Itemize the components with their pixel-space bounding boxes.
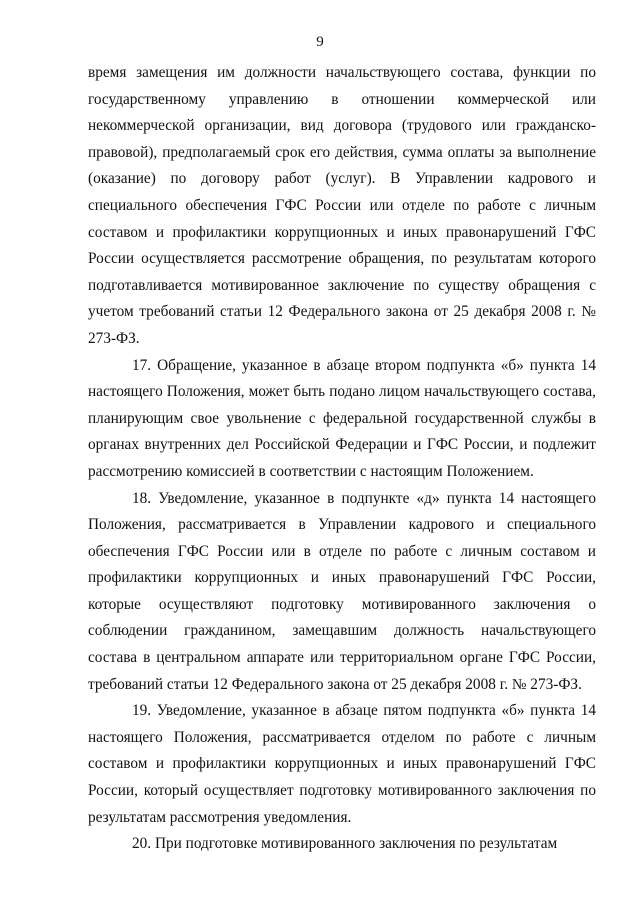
paragraph-18: 18. Уведомление, указанное в подпункте «д» пункта 14 настоящего Положения, рассматривается в Управлении кадрового и специального обеспечения ГФС России или в отделе по работе с личным составом и профилактики коррупционных и иных правонарушений ГФС России, которые осуществляют подготовку мотивированного заключения о соблюдении гражданином, замещавшим должность начальствующего состава в центральном аппарате или территориальном органе ГФС России, требований статьи 12 Федерального закона от 25 декабря 2008 г. № 273-ФЗ. [88, 489, 596, 693]
paragraph-20: 20. При подготовке мотивированного заключения по результатам [132, 835, 558, 853]
paragraph-continuation: время замещения им должности начальствующего состава, функции по государственному управлению в отношении коммерческой или некоммерческой организации, вид договора (трудового или гражданско-правовой), предполагаемый срок его действия, сумма оплаты за выполнение (оказание) по договору работ (услуг). В Управлении кадрового и специального обеспечения ГФС России или отделе по работе с личным составом и профилактики коррупционных и иных правонарушений ГФС России осуществляется рассмотрение обращения, по результатам которого подготавливается мотивированное заключение по существу обращения с учетом требований статьи 12 Федерального закона от 25 декабря 2008 г. № 273-ФЗ. [88, 64, 596, 347]
page-number: 9 [316, 34, 324, 50]
document-body [88, 60, 596, 858]
paragraph-17: 17. Обращение, указанное в абзаце втором подпункта «б» пункта 14 настоящего Положения, может быть подано лицом начальствующего состава, планирующим свое увольнение с федеральной государственной службы в органах внутренних дел Российской Федерации и ГФС России, и подлежит рассмотрению комиссией в соответствии с настоящим Положением. [88, 356, 596, 480]
paragraph-19: 19. Уведомление, указанное в абзаце пятом подпункта «б» пункта 14 настоящего Положения, рассматривается отделом по работе с личным составом и профилактики коррупционных и иных правонарушений ГФС России, который осуществляет подготовку мотивированного заключения по результатам рассмотрения уведомления. [88, 702, 596, 826]
